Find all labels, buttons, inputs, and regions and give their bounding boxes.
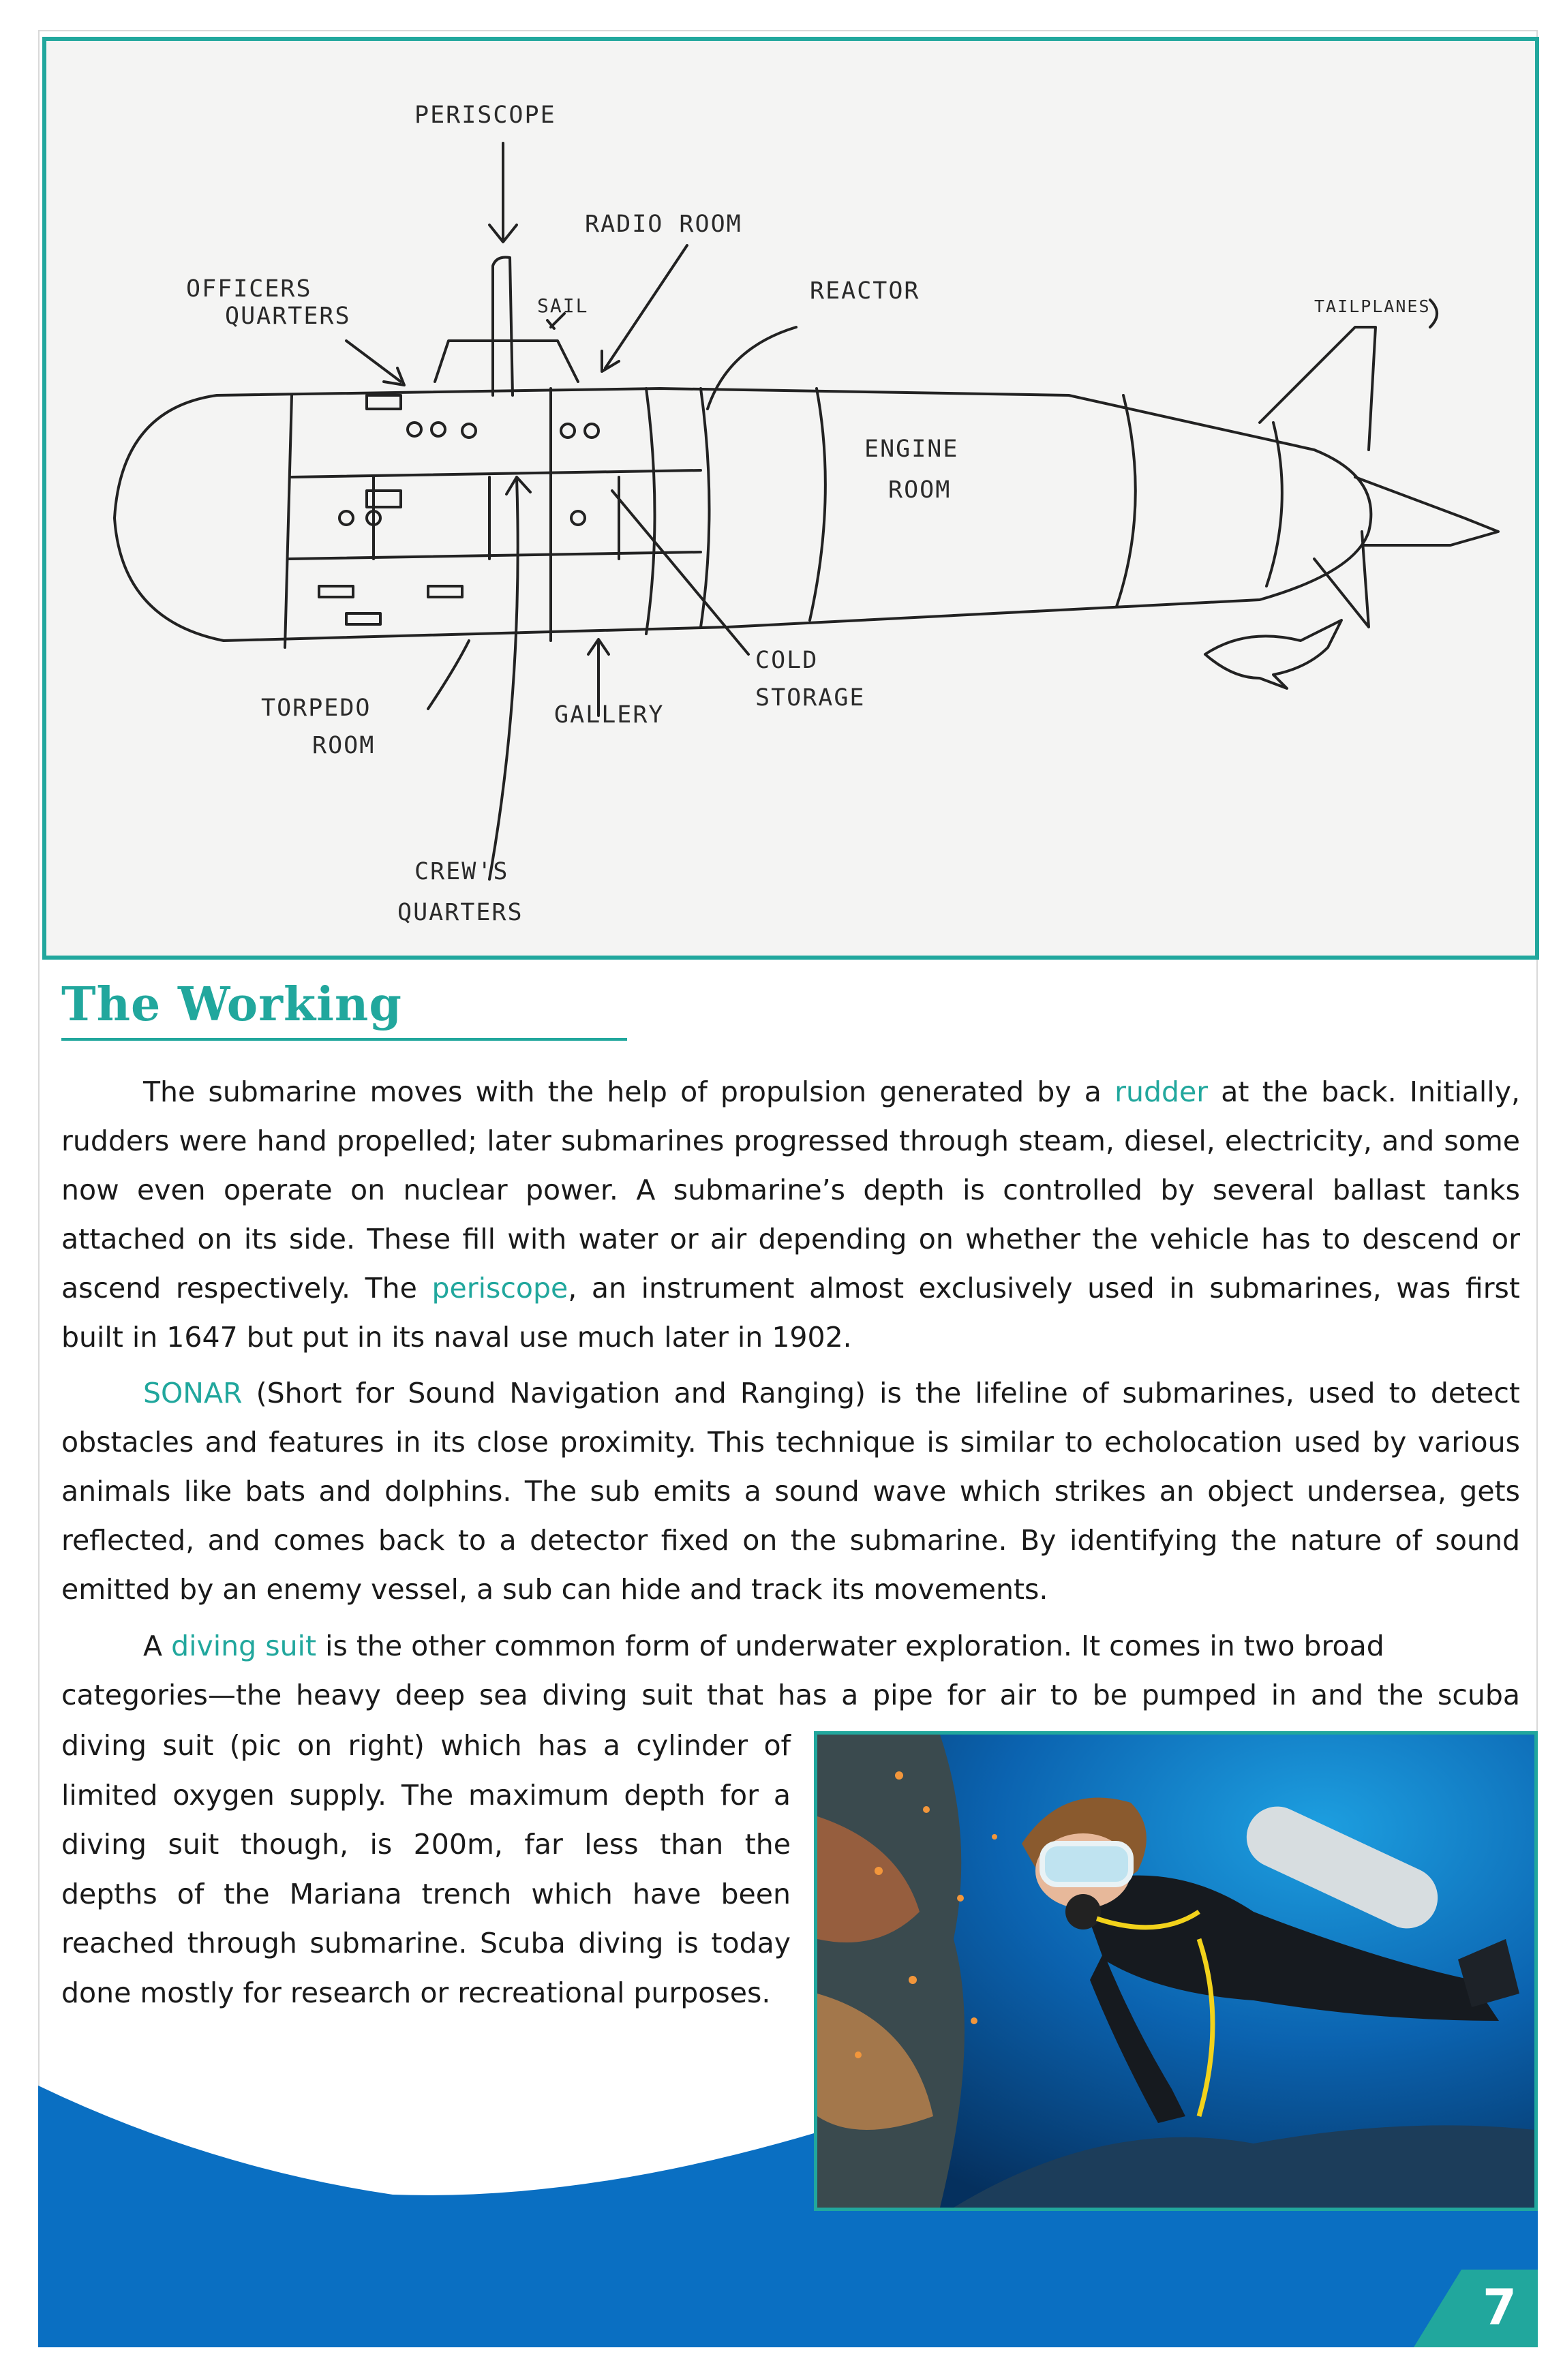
sail-outline [435,341,578,382]
heading-underline [61,1038,627,1041]
label-officers-1: OFFICERS [186,275,312,303]
arrow-reactor [708,327,796,409]
arrow-radio [602,245,687,371]
arrow-torpedo [428,641,469,709]
label-cold-1: COLD [755,647,819,674]
paragraph-sonar: SONAR (Short for Sound Navigation and Ranging) is the lifeline of submarines, used to detect obstacles and features in its close proximity. This technique is similar to echolocation used by various animals like bats and dolphins. The sub emits a sound wave which strikes an object undersea, gets reflected, and comes back to a detector fixed on the submarine. By identifying the nature of sound emitted by an enemy vessel, a sub can hide and track its movements. [61,1377,1520,1606]
label-tailplanes: TAILPLANES [1314,296,1431,316]
tailplane-upper [1260,327,1376,450]
keyword-sonar: SONAR [143,1377,243,1409]
page-number: 7 [1482,2278,1517,2336]
label-gallery: GALLERY [554,701,665,729]
hull-outline [115,388,1371,641]
submarine-drawing [46,41,1535,956]
label-torpedo-1: TORPEDO [261,695,371,722]
keyword-periscope: periscope [431,1272,568,1305]
diver-photo [814,1731,1538,2211]
paragraph-diving-line-1: A diving suit is the other common form of underwater exploration. It comes in two broad [143,1630,1384,1662]
label-cold-2: STORAGE [755,684,866,712]
label-crew-1: CREW'S [414,858,509,885]
paragraph-diving-suit [61,1621,1520,1720]
diver-illustration [817,1735,1534,2208]
label-officers-2: QUARTERS [225,303,351,330]
submarine-sketch [42,37,1539,960]
paragraph-diving-narrow: diving suit (pic on right) which has a cylinder of limited oxygen supply. The maximum depth for a diving suit though, is 200m, far less than the depths of the Mariana trench which have been reached through submarine. Scuba diving is today done mostly for research or recreational purposes. [61,1729,791,2009]
keyword-rudder: rudder [1114,1075,1209,1108]
label-reactor: REACTOR [810,277,920,305]
label-sail: SAIL [537,294,589,317]
arrow-periscope [489,143,517,242]
label-engine-2: ROOM [888,476,952,504]
keyword-diving-suit: diving suit [171,1630,317,1662]
label-engine-1: ENGINE [864,436,959,463]
label-radio-room: RADIO ROOM [585,211,742,238]
arrow-crew [489,477,530,879]
arrow-officers [346,341,404,385]
label-torpedo-2: ROOM [312,732,376,759]
section-heading: The Working [61,977,402,1032]
tail-rudder [1355,477,1498,545]
shark-doodle [1205,620,1341,688]
label-crew-2: QUARTERS [397,899,523,926]
periscope-mast [493,258,513,396]
label-periscope: PERISCOPE [414,102,556,129]
paragraph-propulsion: The submarine moves with the help of propulsion generated by a rudder at the back. Initially, rudders were hand propelled; later submarines progressed through steam, diesel, electricity, and some now even operate on nuclear power. A submarine’s depth is controlled by several ballast tanks attached on its side. These fill with water or air depending on whether the vehicle has to descend or ascend respectively. The periscope, an instrument almost exclusively used in submarines, was first built in 1647 but put in its naval use much later in 1902. [61,1075,1520,1354]
paragraph-diving-line-2: categories—the heavy deep sea diving suit that has a pipe for air to be pumped in and the scuba [61,1679,1520,1711]
